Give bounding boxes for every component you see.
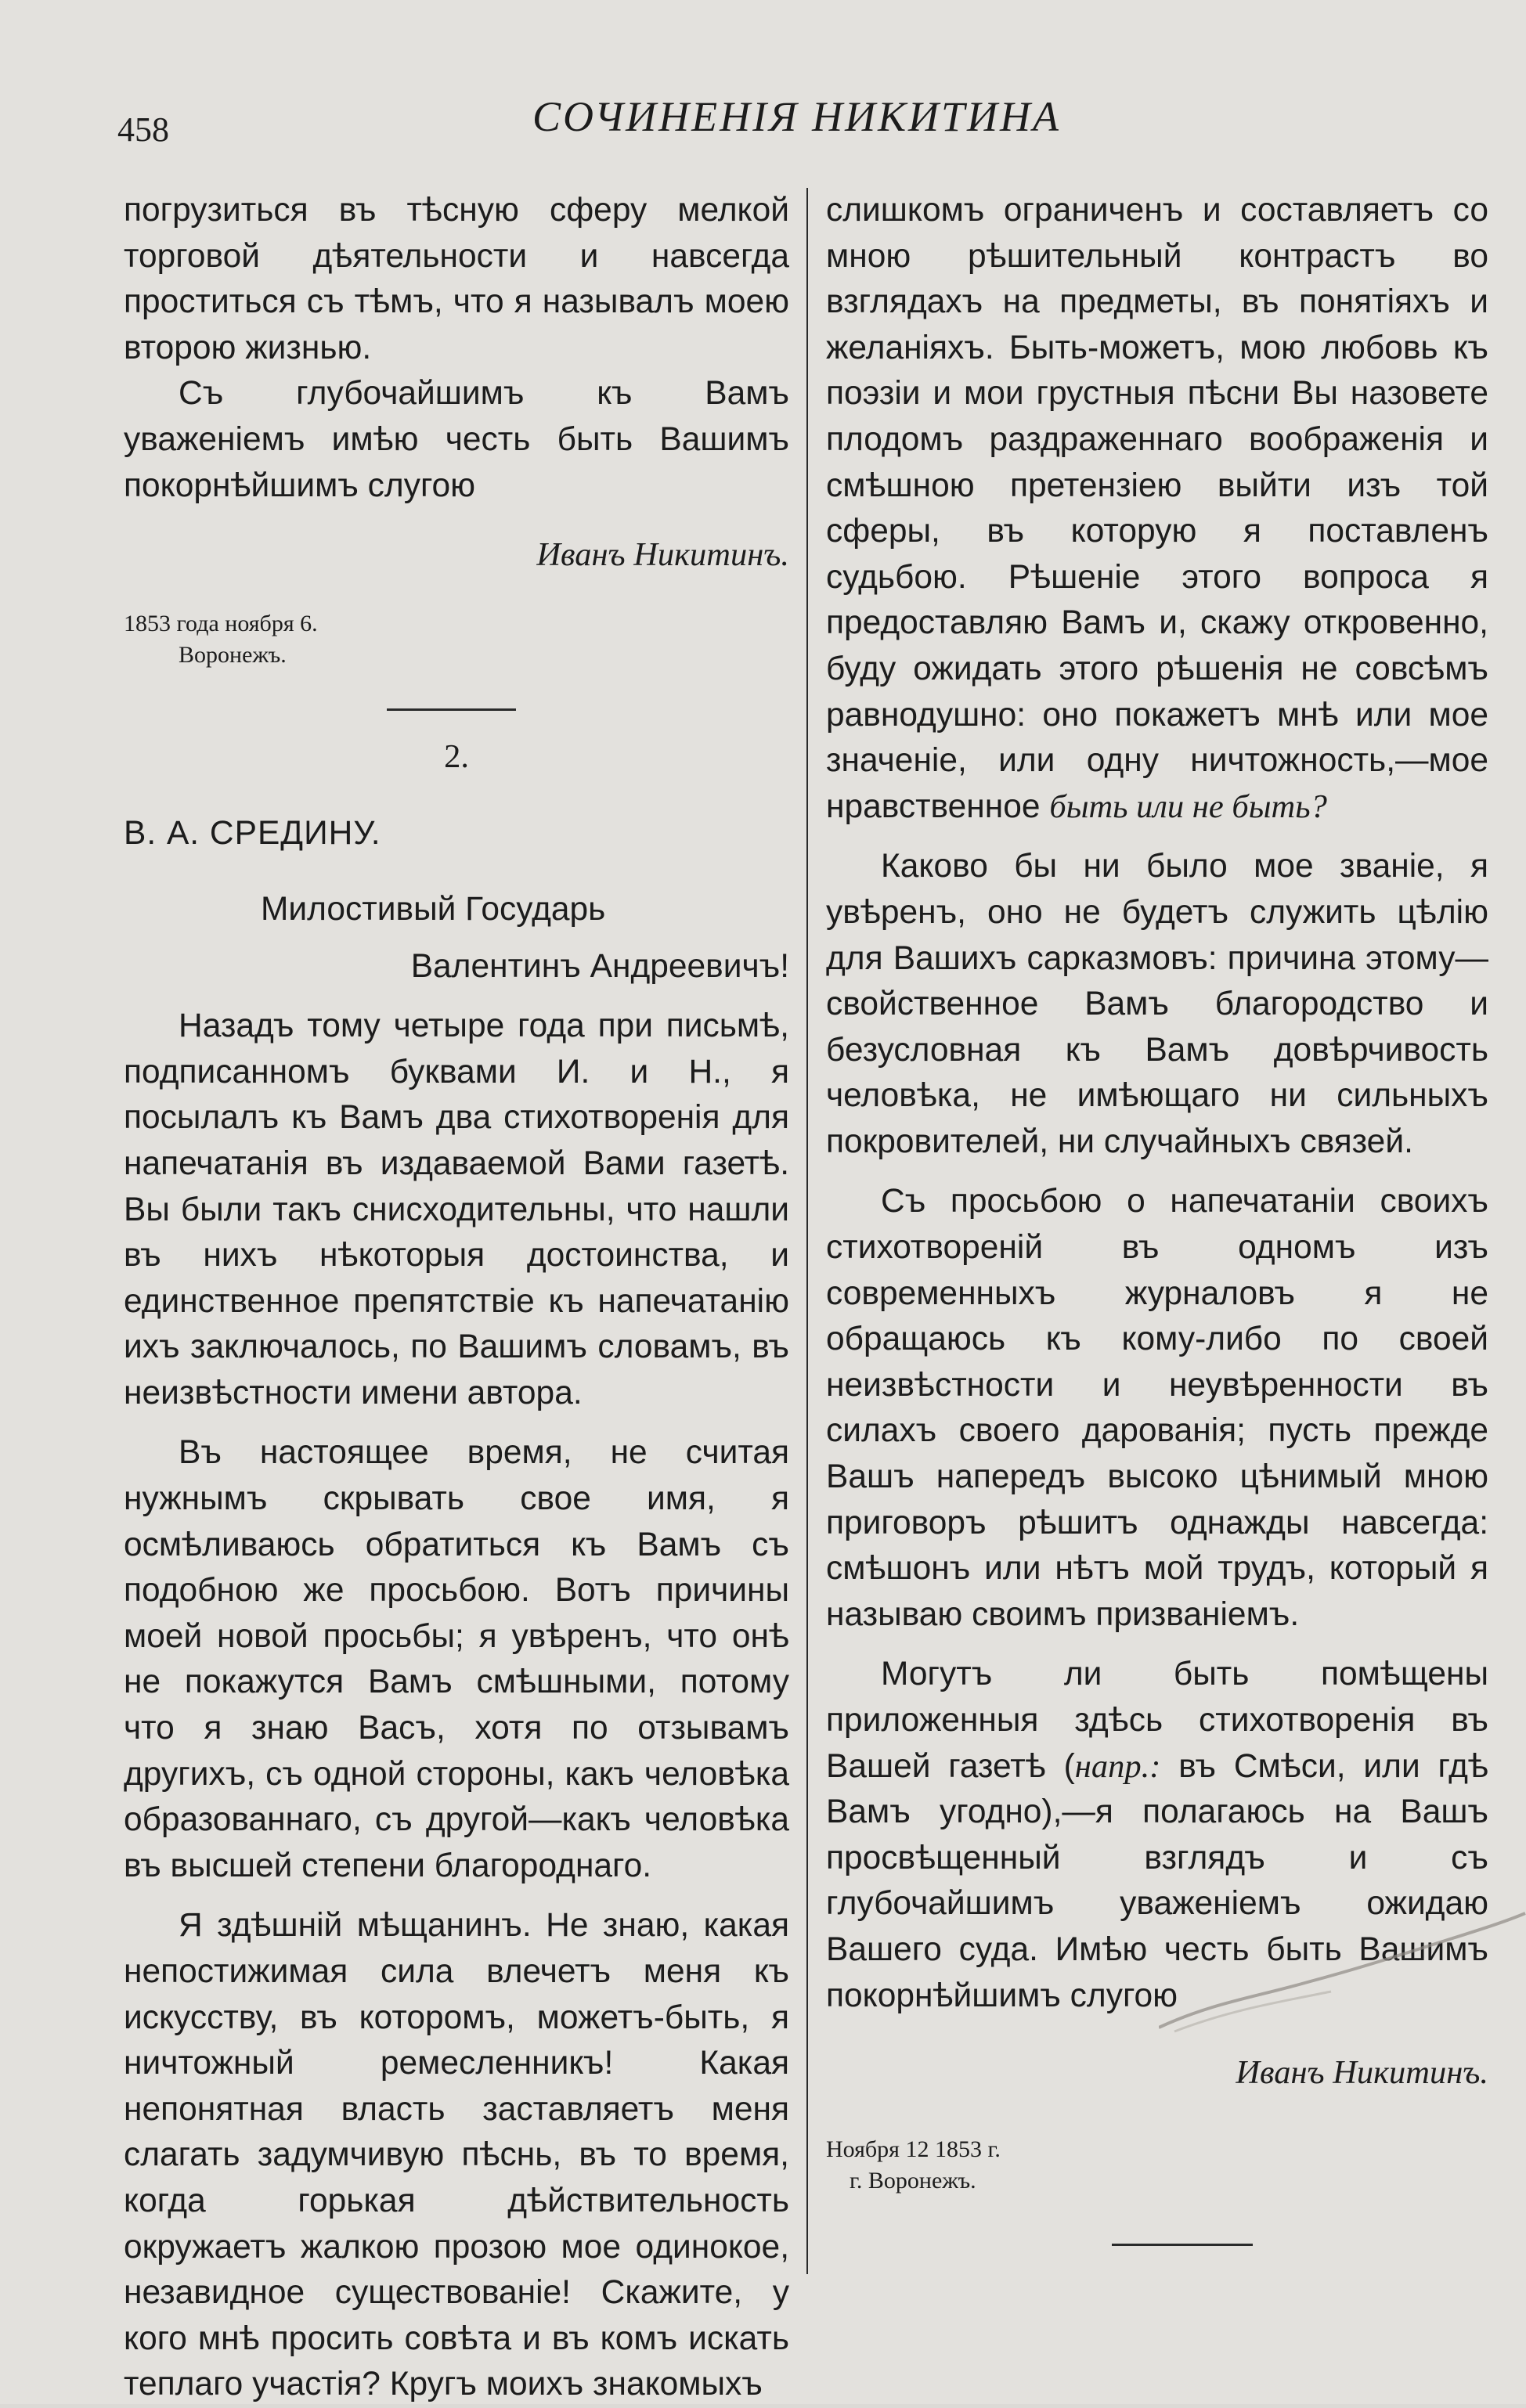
paragraph: Въ настоящее время, не считая нужнымъ скрывать свое имя, я осмѣливаюсь обратиться къ Вамъ съ подобною же просьбою. Вотъ причины моей новой просьбы; я увѣренъ, что онѣ не покажутся Вамъ смѣшными, потому что я знаю Васъ, хотя по отзывамъ другихъ, съ одной стороны, какъ человѣка образованнаго, съ другой—какъ человѣка въ высшей степени благороднаго. xyxy=(124,1434,789,1884)
paragraph: Назадъ тому четыре года при письмѣ, подписанномъ буквами И. и Н., я посылалъ къ Вамъ два стихотворенiя для напечатанiя въ издаваемой Вами газетѣ. Вы были такъ снисходительны, что нашли въ нихъ нѣкоторыя достоинства, и единственное препятствiе къ напечатанiю ихъ заключалось, по Вашимъ словамъ, въ неизвѣстности имени автора. xyxy=(124,1008,789,1411)
section-divider xyxy=(387,708,516,711)
column-rule xyxy=(806,188,808,2274)
italic-abbrev: напр.: xyxy=(1074,1747,1161,1785)
paragraph-continued xyxy=(826,188,1488,830)
paragraph-text: Могутъ ли быть помѣщены приложенныя здѣсь стихотворенiя въ Вашей газетѣ ( xyxy=(826,1656,1488,1785)
paragraph-text: слишкомъ ограниченъ и составляетъ со мною рѣшительный контрастъ во взглядахъ на предметы, въ понятiяхъ и желанiяхъ. Быть-можетъ, мою любовь къ поэзiи и мои грустныя пѣсни Вы назовете плодомъ раздраженнаго воображенiя и смѣшною претензiею выйти изъ той сферы, въ которую я поставленъ судьбою. Рѣшенiе этого вопроса я предоставляю Вамъ и, скажу откровенно, буду ожидать этого рѣшенiя не совсѣмъ равнодушно: оно покажетъ мнѣ или мое значенiе, или одну ничтожность,—мое нравственное xyxy=(826,192,1488,825)
paragraph: Я здѣшнiй мѣщанинъ. Не знаю, какая непостижимая сила влечетъ меня къ искусству, въ которомъ, можетъ-быть, я ничтожный ремесленникъ! Какая непонятная власть заставляетъ меня слагать задумчивую пѣснь, въ то время, когда горькая дѣйствительность окружаетъ жалкою прозою мое одинокое, незавидное существованiе! Скажите, у кого мнѣ просить совѣта и въ комъ искать теплаго участiя? Кругъ моихъ знакомыхъ xyxy=(124,1907,789,2403)
paragraph-text: въ Смѣси, или гдѣ Вамъ угодно),—я полагаюсь на Вашъ просвѣщенный взглядъ и съ глубочайшимъ уваженiемъ ожидаю Вашего суда. Имѣю честь быть Вашимъ покорнѣйшимъ слугою xyxy=(826,1747,1488,2014)
running-title: СОЧИНЕНIЯ НИКИТИНА xyxy=(532,93,1061,140)
paragraph: Каково бы ни было мое званiе, я увѣренъ, оно не будетъ служить цѣлiю для Вашихъ сарказмовъ: причина этому—свойственное Вамъ благородство и безусловная къ Вамъ довѣрчивость человѣка, не имѣющаго ни сильныхъ покровителей, ни случайныхъ связей. xyxy=(826,848,1488,1160)
signature: Иванъ Никитинъ. xyxy=(1236,2054,1488,2092)
date-block xyxy=(124,608,789,671)
place-line: г. Воронежъ. xyxy=(850,2167,976,2194)
place-line: Воронежъ. xyxy=(179,641,287,668)
date-line: Ноября 12 1853 г. xyxy=(826,2136,1001,2162)
paper-tear-mark xyxy=(1159,1910,1526,2035)
salutation-line-2: Валентинъ Андреевичъ! xyxy=(410,947,789,985)
left-column xyxy=(124,188,789,2408)
date-line: 1853 года ноября 6. xyxy=(124,610,318,636)
date-block xyxy=(826,2134,1488,2197)
end-divider xyxy=(1112,2244,1253,2246)
italic-phrase: быть или не быть? xyxy=(1049,788,1327,825)
paragraph-continued: погрузиться въ тѣсную сферу мелкой торговой дѣятельности и навсегда проститься съ тѣмъ, что я называлъ моею второю жизнью. xyxy=(124,192,789,366)
salutation-line-1: Милостивый Государь xyxy=(261,890,606,928)
closing-formula: Съ глубочайшимъ къ Вамъ уваженiемъ имѣю честь быть Вашимъ покорнѣйшимъ слугою xyxy=(124,375,789,504)
paragraph: Съ просьбою о напечатанiи своихъ стихотворенiй въ одномъ изъ современныхъ журналовъ я не обращаюсь къ кому-либо по своей неизвѣстности и неувѣренности въ силахъ своего дарованiя; пусть прежде Вашъ напередъ высоко цѣнимый мною приговоръ рѣшитъ однажды навсегда: смѣшонъ или нѣтъ мой трудъ, который я называю своимъ призванiемъ. xyxy=(826,1183,1488,1633)
letter-number: 2. xyxy=(444,737,469,775)
addressee: В. А. СРЕДИНУ. xyxy=(124,815,381,853)
page-number: 458 xyxy=(117,110,169,149)
signature: Иванъ Никитинъ. xyxy=(536,536,789,574)
